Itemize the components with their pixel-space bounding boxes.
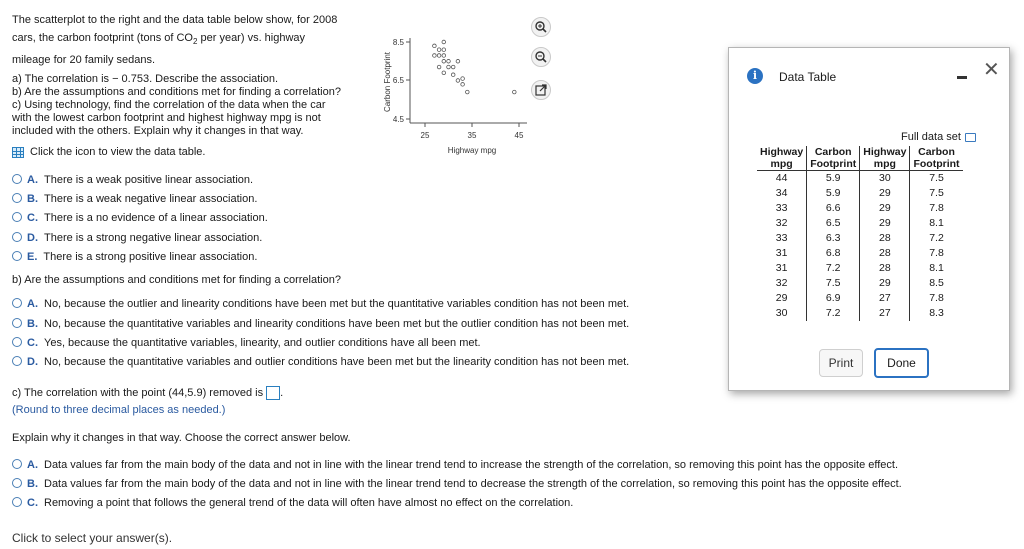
table-cell: 5.9 [807, 186, 860, 201]
table-cell: 6.5 [807, 216, 860, 231]
table-row [757, 216, 963, 231]
y-tick-label: 4.5 [392, 115, 404, 124]
x-axis-label: Highway mpg [447, 146, 497, 155]
radio-icon[interactable] [12, 337, 22, 347]
table-row [757, 201, 963, 216]
table-row [757, 261, 963, 276]
scatter-point [433, 44, 437, 48]
scatter-point [461, 77, 465, 81]
footer-instructions: Click to select your answer(s). [12, 531, 173, 545]
table-cell: 5.9 [807, 171, 860, 187]
scatter-point [456, 59, 460, 63]
scatterplot [380, 30, 530, 160]
x-tick-label: 35 [467, 131, 477, 140]
table-cell: 6.6 [807, 201, 860, 216]
intro-line-2: cars, the carbon footprint (tons of $CO_2$ per year) vs. highway [12, 32, 306, 47]
dialog-title: Data Table [779, 70, 837, 84]
table-cell: 28 [860, 261, 910, 276]
part-a-option-a[interactable]: A. There is a weak positive linear association. [12, 173, 253, 187]
scatter-point [442, 59, 446, 63]
scatter-point [437, 48, 441, 52]
part-a-option-e[interactable]: E. There is a strong positive linear association. [12, 250, 257, 264]
table-cell: 32 [775, 277, 788, 289]
part-c-prompt: c) The correlation with the point (44,5.9) removed is . [12, 386, 284, 399]
part-a-question: a) The correlation is − 0.753. Describe the association. [12, 73, 279, 86]
table-cell: 29 [860, 201, 910, 216]
col-unit: mpg [757, 158, 807, 171]
y-tick-label: 8.5 [392, 38, 404, 47]
minimize-icon[interactable] [957, 76, 967, 79]
scatter-point [461, 83, 465, 87]
part-b-heading: b) Are the assumptions and conditions met for finding a correlation? [12, 274, 341, 286]
data-table-dialog [728, 47, 1010, 391]
data-table-icon[interactable] [12, 147, 24, 158]
part-a-option-b[interactable]: B. There is a weak negative linear association. [12, 192, 257, 206]
col-unit: mpg [860, 158, 910, 171]
round-note: (Round to three decimal places as needed.) [12, 404, 226, 416]
full-data-set-link[interactable]: Full data set [901, 131, 976, 143]
table-cell: 8.5 [910, 276, 963, 291]
radio-icon[interactable] [12, 232, 22, 242]
table-cell: 8.1 [910, 216, 963, 231]
table-row [757, 306, 963, 321]
zoom-in-icon [532, 18, 550, 36]
scatter-point [456, 79, 460, 83]
table-cell: 7.8 [910, 291, 963, 306]
data-table-link[interactable]: Click the icon to view the data table. [12, 143, 382, 161]
scatter-point [437, 65, 441, 69]
print-button[interactable]: Print [819, 349, 863, 377]
scatter-point [442, 54, 446, 58]
table-cell: 8.3 [910, 306, 963, 321]
scatter-point [451, 65, 455, 69]
table-row [757, 171, 963, 187]
scatter-point [447, 65, 451, 69]
x-tick-label: 25 [420, 131, 430, 140]
col-header: Highway [860, 146, 910, 158]
radio-icon[interactable] [12, 356, 22, 366]
radio-icon[interactable] [12, 193, 22, 203]
table-cell: 29 [860, 276, 910, 291]
intro-line-3: mileage for 20 family sedans. [12, 54, 156, 67]
y-tick-label: 6.5 [392, 76, 404, 85]
table-cell: 7.5 [807, 276, 860, 291]
col-unit: Footprint [807, 158, 860, 171]
correlation-answer-input[interactable] [266, 386, 280, 400]
table-cell: 6.3 [807, 231, 860, 246]
part-c-option-a[interactable]: A. Data values far from the main body of the data and not in line with the linear trend tend to increase the strength of the correlation, so removing this point has the opposite effect. [12, 458, 898, 472]
part-b-option-d[interactable]: D. No, because the quantitative variables and outlier conditions have been met but the linearity condition has not been met. [12, 355, 629, 369]
expand-icon [532, 81, 550, 99]
scatter-point [442, 48, 446, 52]
expand-button[interactable] [531, 80, 551, 100]
scatter-point [451, 73, 455, 77]
part-a-option-c[interactable]: C. There is a no evidence of a linear association. [12, 211, 268, 225]
table-cell: 7.8 [910, 246, 963, 261]
data-table [757, 146, 963, 321]
table-cell: 28 [860, 246, 910, 261]
part-c-question-2: with the lowest carbon footprint and highest highway mpg is not [12, 112, 321, 125]
table-row [757, 246, 963, 261]
info-icon: i [747, 68, 763, 84]
zoom-out-button[interactable] [531, 47, 551, 67]
table-cell: 34 [775, 187, 788, 199]
part-c-question-1: c) Using technology, find the correlation of the data when the car [12, 99, 326, 112]
done-button[interactable]: Done [874, 348, 929, 378]
table-cell: 30 [860, 171, 910, 187]
part-c-question-3: included with the others. Explain why it changes in that way. [12, 125, 304, 138]
scatter-point [442, 71, 446, 75]
col-unit: Footprint [910, 158, 963, 171]
table-row [757, 186, 963, 201]
table-cell: 7.5 [910, 171, 963, 187]
col-header: Carbon [910, 146, 963, 158]
zoom-out-icon [532, 48, 550, 66]
radio-icon[interactable] [12, 318, 22, 328]
table-cell: 33 [775, 232, 788, 244]
scatter-point [442, 40, 446, 44]
table-cell: 6.9 [807, 291, 860, 306]
table-cell: 29 [860, 216, 910, 231]
scatter-point [513, 90, 517, 94]
part-c-option-b[interactable]: B. Data values far from the main body of the data and not in line with the linear trend tend to decrease the strength of the correlation, so removing this point has the opposite effect. [12, 477, 902, 491]
x-tick-label: 45 [514, 131, 524, 140]
table-cell: 27 [860, 291, 910, 306]
scatter-point [433, 54, 437, 58]
table-cell: 7.2 [807, 261, 860, 276]
explain-heading: Explain why it changes in that way. Choose the correct answer below. [12, 432, 351, 444]
question-text [12, 11, 382, 161]
table-row [757, 231, 963, 246]
data-table-body [757, 171, 963, 322]
radio-icon[interactable] [12, 174, 22, 184]
zoom-in-button[interactable] [531, 17, 551, 37]
table-cell: 44 [775, 172, 788, 184]
radio-icon[interactable] [12, 298, 22, 308]
scatter-points [433, 40, 516, 94]
table-cell: 31 [775, 262, 788, 274]
table-cell: 29 [775, 292, 788, 304]
scatter-point [437, 54, 441, 58]
table-cell: 31 [775, 247, 788, 259]
part-b-option-c[interactable]: C. Yes, because the quantitative variables, linearity, and outlier conditions have all been met. [12, 336, 481, 350]
radio-icon[interactable] [12, 459, 22, 469]
intro-line-1: The scatterplot to the right and the data table below show, for 2008 [12, 14, 338, 26]
table-cell: 7.8 [910, 201, 963, 216]
close-icon[interactable]: ✕ [983, 59, 1000, 81]
table-cell: 33 [775, 202, 788, 214]
scatter-point [447, 59, 451, 63]
y-axis-label: Carbon Footprint [383, 51, 392, 113]
table-cell: 8.1 [910, 261, 963, 276]
table-row [757, 276, 963, 291]
part-a-option-d[interactable]: D. There is a strong negative linear association. [12, 231, 262, 245]
part-b-option-b[interactable]: B. No, because the quantitative variables and linearity conditions have been met but the outlier condition has not been met. [12, 317, 629, 331]
scatter-point [466, 90, 470, 94]
table-cell: 6.8 [807, 246, 860, 261]
radio-icon[interactable] [12, 251, 22, 261]
table-cell: 30 [775, 307, 788, 319]
table-cell: 7.2 [807, 306, 860, 321]
copy-icon[interactable] [965, 133, 976, 142]
table-cell: 7.2 [910, 231, 963, 246]
radio-icon[interactable] [12, 497, 22, 507]
radio-icon[interactable] [12, 212, 22, 222]
table-cell: 29 [860, 186, 910, 201]
part-c-option-c[interactable]: C. Removing a point that follows the general trend of the data will often have almost no effect on the correlation. [12, 496, 573, 510]
table-cell: 32 [775, 217, 788, 229]
col-header: Carbon [807, 146, 860, 158]
col-header: Highway [760, 146, 804, 158]
table-cell: 28 [860, 231, 910, 246]
radio-icon[interactable] [12, 478, 22, 488]
part-b-question: b) Are the assumptions and conditions met for finding a correlation? [12, 86, 341, 99]
table-row [757, 291, 963, 306]
table-cell: 7.5 [910, 186, 963, 201]
part-b-option-a[interactable]: A. No, because the outlier and linearity conditions have been met but the quantitative variables condition has not been met. [12, 297, 629, 311]
table-cell: 27 [860, 306, 910, 321]
